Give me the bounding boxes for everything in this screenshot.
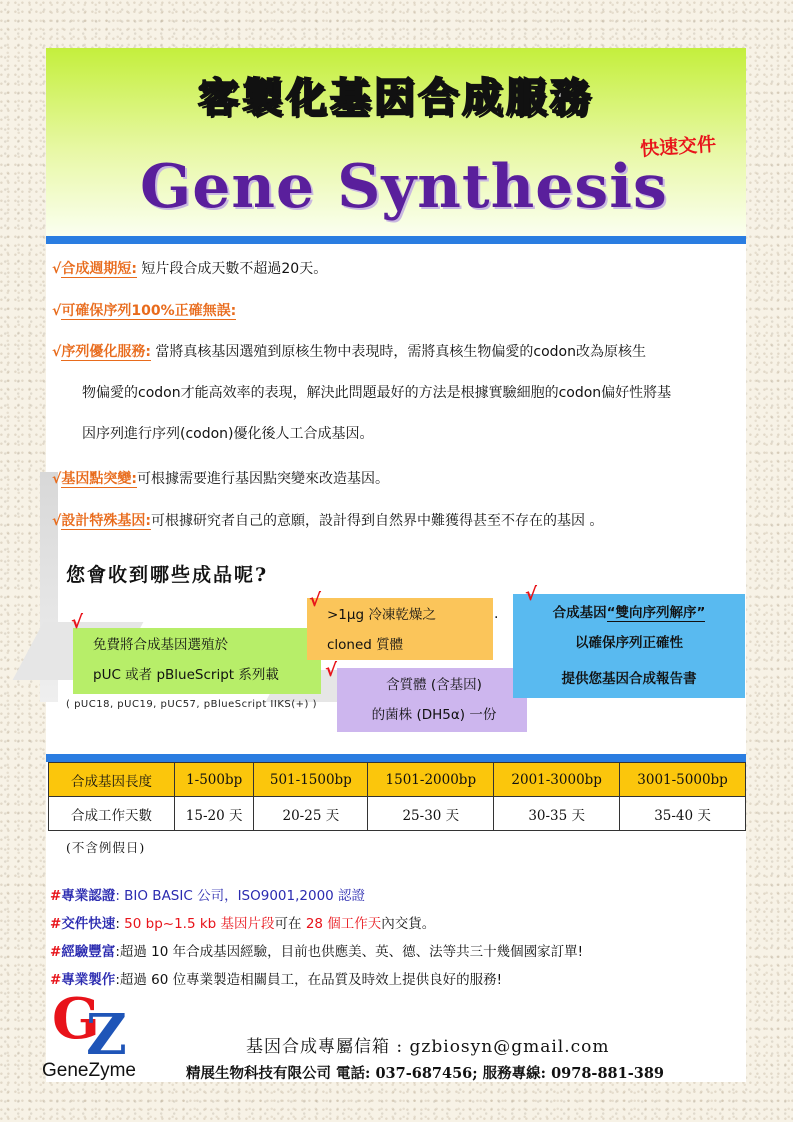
bullet-text: 可根據需要進行基因點突變來改造基因。 bbox=[136, 471, 389, 487]
fast-delivery-badge: 快速交件 bbox=[639, 133, 717, 161]
table-row bbox=[49, 763, 746, 797]
feature-key: 經驗豐富 bbox=[61, 944, 116, 960]
deliverable-line: 含質體 (含基因) bbox=[386, 677, 482, 693]
check-mark: √ bbox=[52, 471, 62, 487]
bullet-accuracy bbox=[52, 300, 236, 320]
logo-mark bbox=[52, 986, 127, 1068]
table-cell: 35-40 天 bbox=[620, 797, 746, 831]
flyer-page bbox=[42, 48, 746, 1082]
table-cell: 1501-2000bp bbox=[368, 763, 494, 797]
bullet-key: 序列優化服務: bbox=[61, 344, 151, 360]
check-mark: √ bbox=[52, 261, 62, 277]
table-cell: 30-35 天 bbox=[494, 797, 620, 831]
vector-list-note: ( pUC18, pUC19, pUC57, pBlueScript IIKS(+) ) bbox=[66, 699, 317, 710]
bullet-key: 設計特殊基因: bbox=[61, 513, 151, 529]
feature-text: :超過 60 位專業製造相關員工，在品質及時效上提供良好的服務! bbox=[115, 972, 503, 988]
bullet-point-mutation bbox=[52, 468, 389, 488]
deliverable-sequencing-box bbox=[513, 584, 745, 698]
bullet-short-cycle bbox=[52, 258, 327, 278]
feature-professional bbox=[50, 968, 502, 988]
feature-text: 內交貨。 bbox=[381, 916, 436, 932]
table-cell: 3001-5000bp bbox=[620, 763, 746, 797]
feature-key: 交件快速 bbox=[61, 916, 116, 932]
deliverable-line: 以確保序列正確性 bbox=[575, 635, 683, 651]
deliverable-line: 提供您基因合成報告書 bbox=[561, 671, 697, 687]
logo-letter-g: G bbox=[52, 986, 100, 1052]
table-row bbox=[49, 797, 746, 831]
sequencing-highlight: “雙向序列解序” bbox=[606, 605, 706, 621]
hash-mark: # bbox=[50, 972, 62, 988]
check-mark: √ bbox=[52, 303, 62, 319]
divider-bar-top bbox=[46, 236, 746, 244]
feature-text: :超過 10 年合成基因經驗，目前也供應美、英、德、法等共三十幾個國家訂單! bbox=[115, 944, 584, 960]
deliverables-heading: 您會收到哪些成品呢? bbox=[66, 564, 269, 586]
table-cell: 1-500bp bbox=[175, 763, 254, 797]
check-mark: √ bbox=[309, 590, 322, 611]
table-cell: 20-25 天 bbox=[254, 797, 368, 831]
feature-highlight: 50 bp~1.5 kb 基因片段 bbox=[124, 916, 275, 932]
separator-dot: . bbox=[494, 606, 499, 622]
bullet-key: 合成週期短: bbox=[61, 261, 137, 277]
contact-company-line: 精展生物科技有限公司 電話: 037-687456; 服務專線: 0978-881-389 bbox=[186, 1065, 664, 1082]
table-cell: 2001-3000bp bbox=[494, 763, 620, 797]
bullet-key: 基因點突變: bbox=[61, 471, 137, 487]
feature-certification bbox=[50, 884, 365, 904]
title-chinese: 客製化基因合成服務 bbox=[198, 75, 594, 121]
deliverable-cloning-box bbox=[71, 612, 321, 694]
feature-text: : bbox=[115, 916, 125, 932]
feature-experience bbox=[50, 940, 583, 960]
table-cell: 501-1500bp bbox=[254, 763, 368, 797]
table-cell: 合成基因長度 bbox=[49, 763, 175, 797]
deliverable-line: 免費將合成基因選殖於 bbox=[93, 637, 228, 653]
deliverable-line: >1μg 冷凍乾燥之 bbox=[327, 607, 436, 623]
bullet-key: 可確保序列100%正確無誤: bbox=[61, 303, 237, 319]
hash-mark: # bbox=[50, 888, 62, 904]
table-cell: 15-20 天 bbox=[175, 797, 254, 831]
logo-letter-z: Z bbox=[86, 1002, 127, 1068]
table-cell: 25-30 天 bbox=[368, 797, 494, 831]
feature-fast-delivery bbox=[50, 912, 435, 932]
deliverable-line: 的菌株 (DH5α) 一份 bbox=[371, 707, 497, 723]
hash-mark: # bbox=[50, 916, 62, 932]
bullet-text: 可根據研究者自己的意願，設計得到自然界中難獲得甚至不存在的基因 。 bbox=[150, 513, 604, 529]
feature-key: 專業認證 bbox=[61, 888, 116, 904]
table-cell: 合成工作天數 bbox=[49, 797, 175, 831]
logo-name: GeneZyme bbox=[42, 1060, 136, 1081]
bullet-special-design bbox=[52, 510, 603, 530]
feature-text: : BIO BASIC 公司，ISO9001,2000 認證 bbox=[115, 888, 366, 904]
feature-text: 可在 bbox=[274, 916, 306, 932]
bullet-continuation: 物偏愛的codon才能高效率的表現，解決此問題最好的方法是根據實驗細胞的codon偏好性將基 bbox=[82, 385, 672, 401]
title-english: Gene Synthesis bbox=[140, 152, 668, 222]
contact-email-line: 基因合成專屬信箱 : gzbiosyn@gmail.com bbox=[246, 1037, 610, 1057]
turnaround-table bbox=[48, 762, 746, 831]
deliverable-line: pUC 或者 pBlueScript 系列載 bbox=[93, 667, 279, 683]
bullet-codon-optimization bbox=[52, 332, 742, 455]
holiday-note: (不含例假日) bbox=[66, 840, 146, 855]
deliverable-strain-box bbox=[325, 660, 527, 732]
feature-highlight: 28 個工作天 bbox=[305, 916, 382, 932]
hash-mark: # bbox=[50, 944, 62, 960]
check-mark: √ bbox=[52, 513, 62, 529]
header-banner bbox=[46, 48, 746, 236]
deliverable-line: cloned 質體 bbox=[327, 637, 404, 653]
bullet-text: 短片段合成天數不超過20天。 bbox=[136, 261, 328, 277]
check-mark: √ bbox=[325, 660, 338, 681]
check-mark: √ bbox=[525, 584, 538, 605]
deliverable-plasmid-box bbox=[307, 590, 493, 660]
deliverable-line: 合成基因 bbox=[552, 605, 607, 621]
genezyme-logo bbox=[38, 988, 148, 1082]
bullet-text: 當將真核基因選殖到原核生物中表現時，需將真核生物偏愛的codon改為原核生 bbox=[150, 344, 646, 360]
divider-bar-table bbox=[46, 754, 746, 762]
feature-key: 專業製作 bbox=[61, 972, 116, 988]
bullet-continuation: 因序列進行序列(codon)優化後人工合成基因。 bbox=[82, 426, 374, 442]
check-mark: √ bbox=[52, 344, 62, 360]
check-mark: √ bbox=[71, 612, 84, 633]
